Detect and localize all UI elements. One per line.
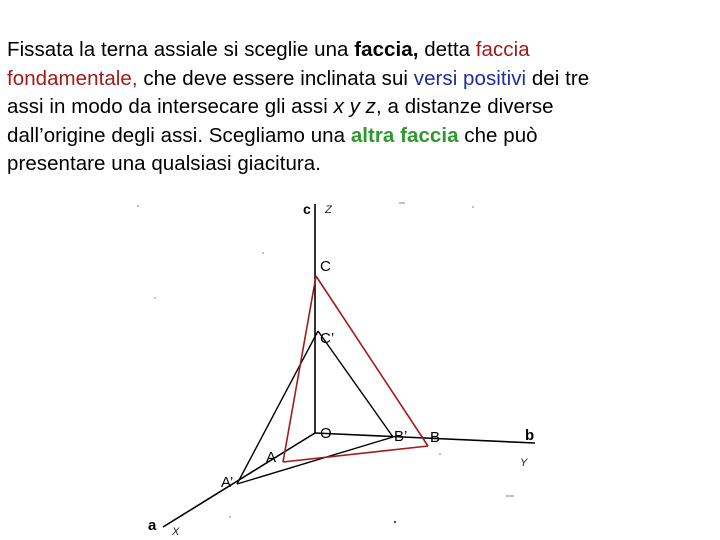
speck (439, 453, 441, 455)
text-l2-a: fondamentale, (7, 66, 138, 90)
text-l2-b: che deve essere inclinata sui (137, 66, 414, 90)
label-x-axis: X (172, 526, 180, 538)
speck (154, 297, 156, 299)
face2-edge-aprime-cprime (237, 331, 318, 484)
text-l3-b: x y z (333, 95, 376, 118)
label-b: B (430, 429, 441, 446)
speck (137, 205, 139, 207)
face1-edge-c-b (316, 276, 428, 446)
label-b-axis: b (525, 427, 535, 444)
label-c-prime: C’ (320, 330, 335, 347)
speck (472, 206, 474, 208)
text-l3-c: , a distanze diverse (376, 95, 554, 118)
text-l3-a: assi in modo da intersecare gli assi (7, 95, 334, 118)
label-o: O (320, 425, 332, 442)
label-z-axis: Z (325, 204, 332, 216)
label-c-axis: c (303, 201, 311, 217)
text-l2-d: dei tre (526, 66, 590, 90)
label-b-prime: B’ (394, 428, 408, 445)
speck (262, 252, 264, 254)
text-l4-a: dall’origine degli assi. Scegliamo una (7, 123, 351, 147)
label-y-axis: Y (520, 457, 528, 469)
text-l2-c: versi positivi (413, 66, 527, 90)
text-l1-c: detta (418, 38, 476, 61)
text-l4-c: che può (458, 123, 538, 147)
label-a-prime: A’ (221, 474, 234, 491)
face2-edge-aprime-bprime (237, 437, 393, 484)
speck (394, 521, 396, 523)
speck (229, 516, 231, 518)
text-l1-a: Fissata la terna assiale si sceglie una (7, 38, 355, 61)
text-line-5: presentare una qualsiasi giacitura. (7, 152, 321, 175)
text-l1-d: faccia (475, 38, 530, 61)
label-c: C (320, 258, 331, 275)
text-l1-b: faccia, (354, 38, 419, 61)
text-l4-b: altra faccia (350, 123, 459, 147)
face1-edge-a-c (283, 276, 316, 462)
label-a: A (266, 449, 277, 466)
label-a-axis: a (148, 517, 157, 534)
